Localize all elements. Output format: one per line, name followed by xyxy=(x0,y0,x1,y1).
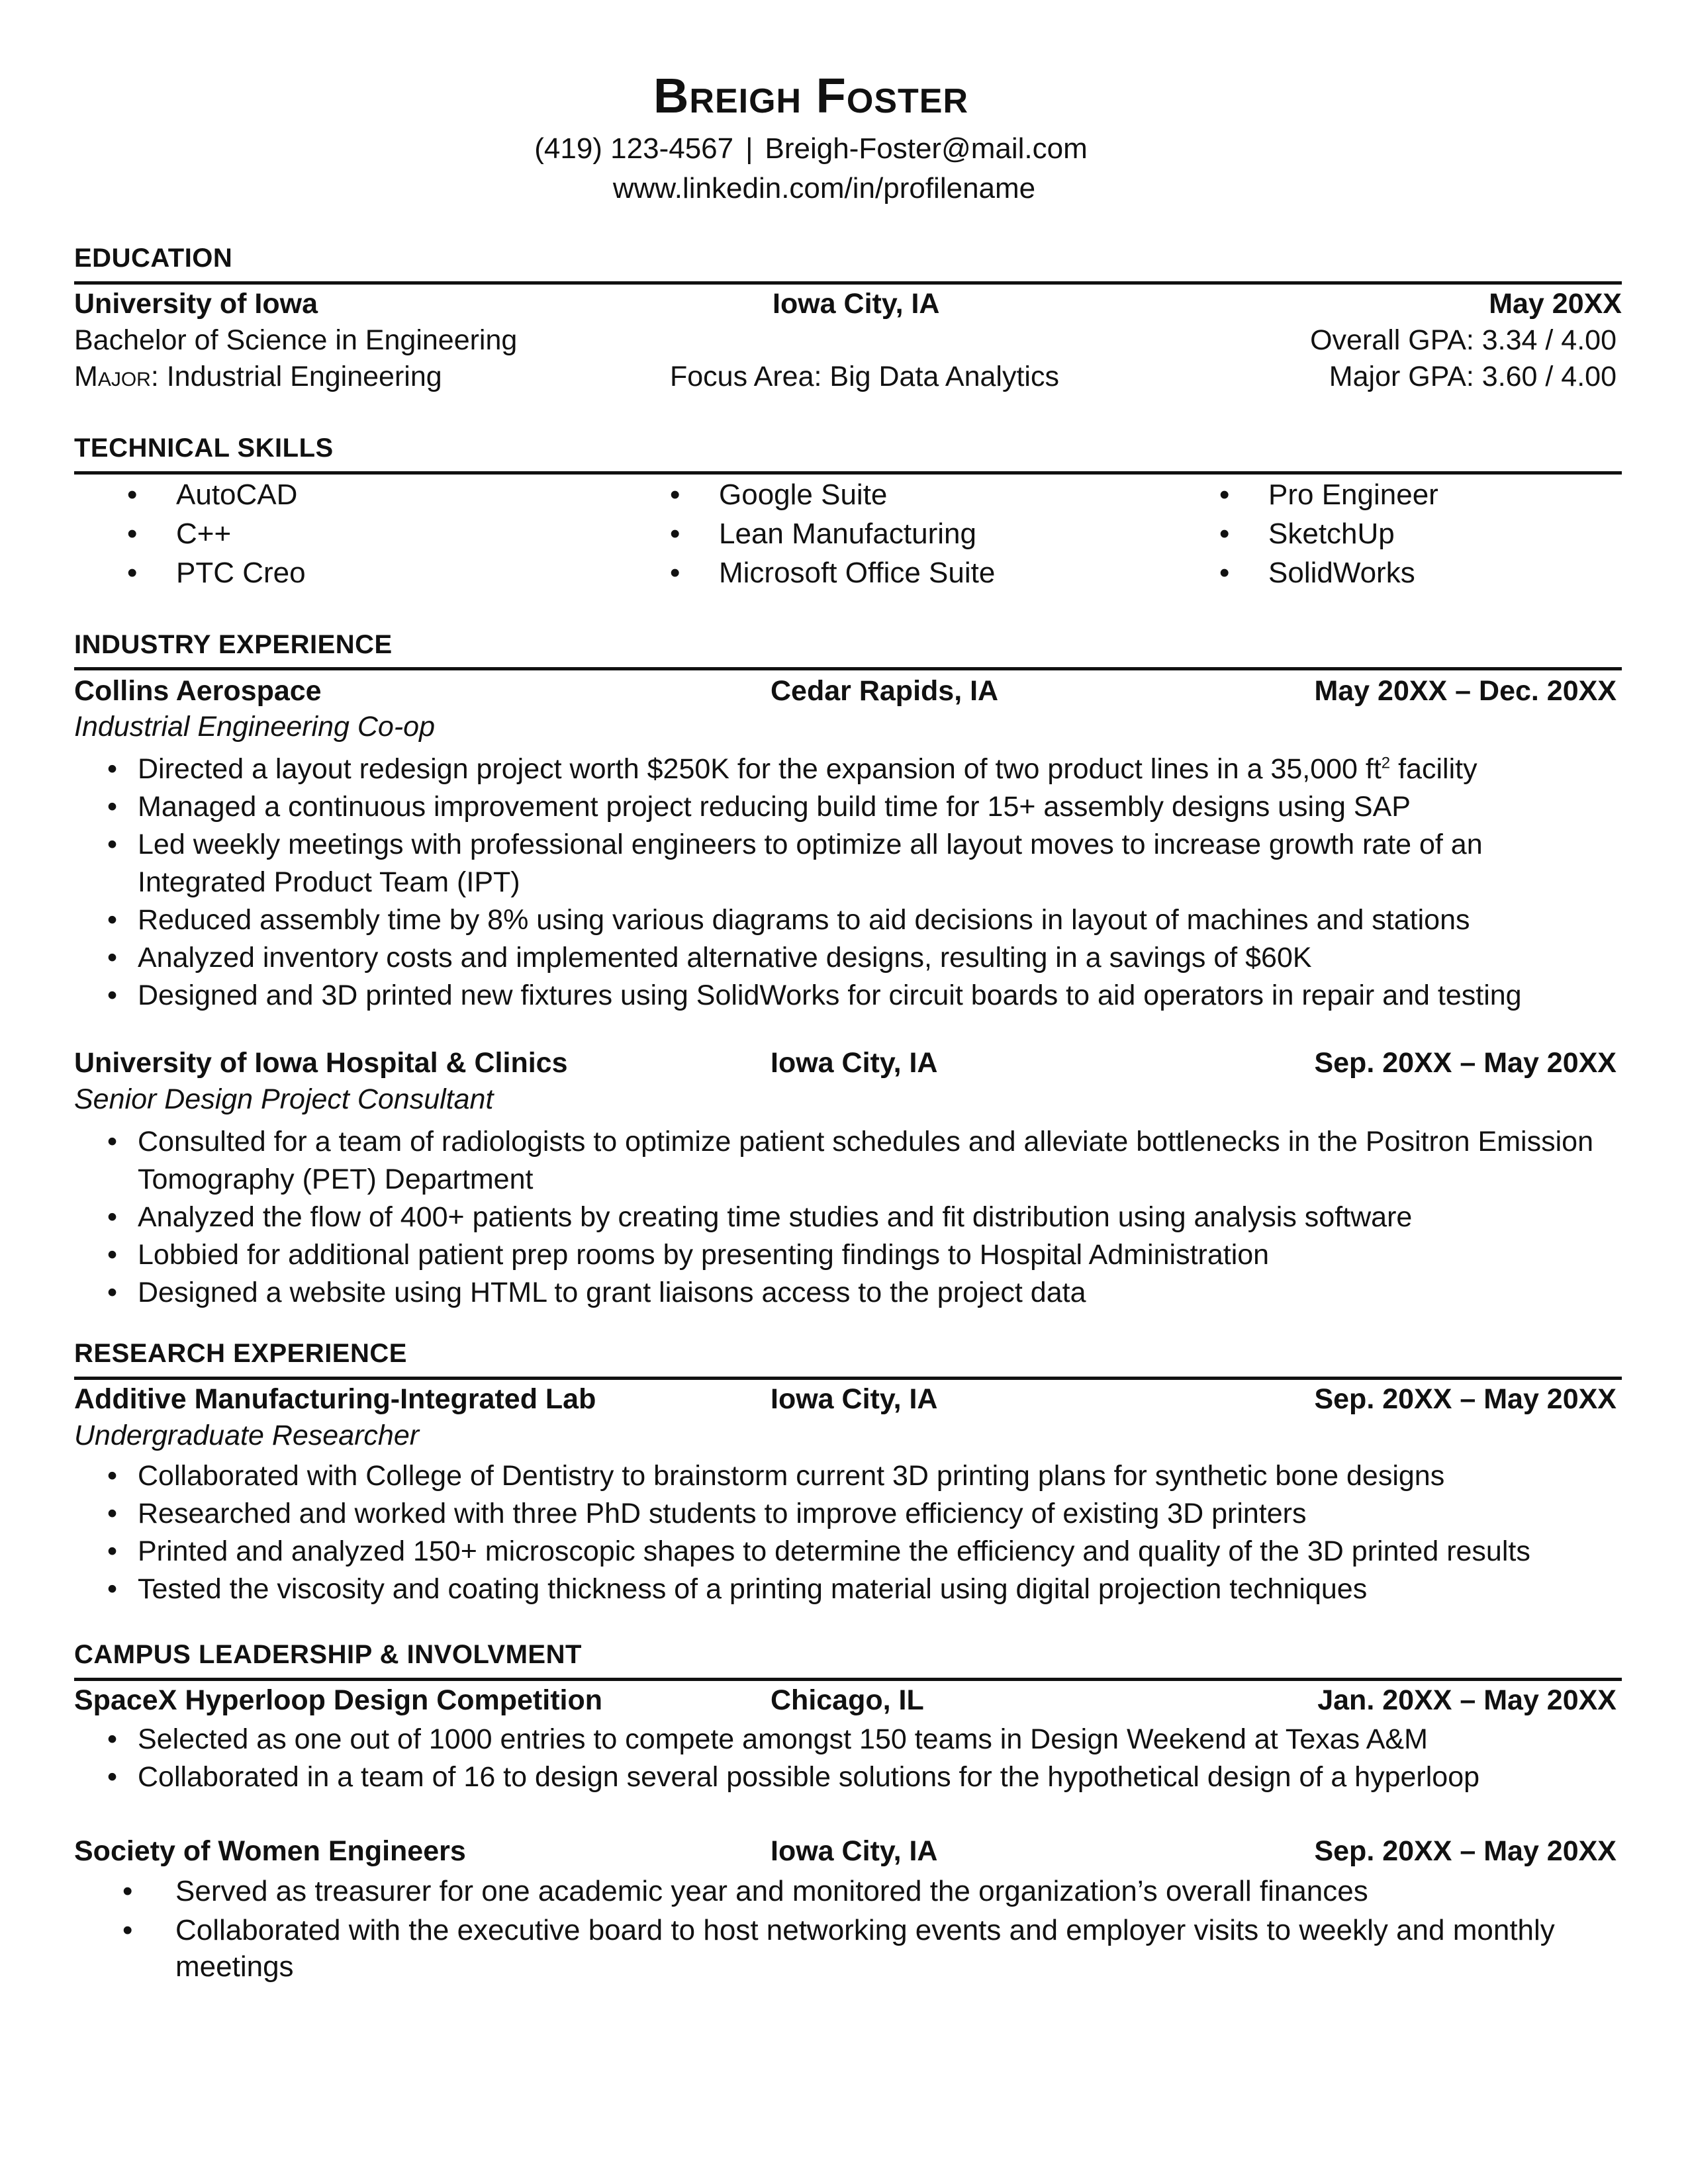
list-item: • Collaborated with the executive board to host networking events and employer visits to weekly and monthly meetings xyxy=(122,1912,1599,1985)
job-date: Sep. 20XX – May 20XX xyxy=(1314,1047,1617,1079)
research-date: Sep. 20XX – May 20XX xyxy=(1314,1383,1617,1415)
job-location: Iowa City, IA xyxy=(771,1047,938,1079)
list-item: • Analyzed inventory costs and implemented alternative designs, resulting in a savings of $60K xyxy=(106,939,1609,977)
candidate-name: Breigh Foster xyxy=(653,68,969,123)
industry-rule xyxy=(74,667,1622,670)
research-rule xyxy=(74,1377,1622,1380)
leadership-location: Chicago, IL xyxy=(771,1684,924,1716)
leadership-bullets xyxy=(106,1721,1609,1796)
leadership-date: Sep. 20XX – May 20XX xyxy=(1314,1835,1617,1867)
education-heading: EDUCATION xyxy=(74,244,233,273)
leadership-org: SpaceX Hyperloop Design Competition xyxy=(74,1684,602,1716)
list-item: • Analyzed the flow of 400+ patients by creating time studies and fit distribution using analysis software xyxy=(106,1199,1609,1236)
list-item: • Printed and analyzed 150+ microscopic shapes to determine the efficiency and quality of the 3D printed results xyxy=(106,1533,1609,1570)
skill-item: • AutoCAD xyxy=(127,478,298,511)
research-bullets xyxy=(106,1457,1609,1608)
leadership-heading: CAMPUS LEADERSHIP & INVOLVMENT xyxy=(74,1640,582,1669)
list-item: • Led weekly meetings with professional engineers to optimize all layout moves to increase growth rate of an Integrated Product Team (IPT) xyxy=(106,826,1609,901)
leadership-rule xyxy=(74,1678,1622,1681)
research-org: Additive Manufacturing-Integrated Lab xyxy=(74,1383,596,1415)
skills-column-3 xyxy=(1219,475,1438,592)
list-item: • Served as treasurer for one academic year and monitored the organization’s overall finances xyxy=(122,1873,1599,1909)
job-role: Industrial Engineering Co-op xyxy=(74,711,435,743)
major-gpa: Major GPA: 3.60 / 4.00 xyxy=(1329,361,1617,392)
job-bullets xyxy=(106,751,1609,1015)
skill-item: • C++ xyxy=(127,518,232,550)
list-item: • Reduced assembly time by 8% using various diagrams to aid decisions in layout of machines and stations xyxy=(106,901,1609,939)
list-item: • Collaborated in a team of 16 to design several possible solutions for the hypothetical design of a hyperloop xyxy=(106,1758,1609,1796)
job-role: Senior Design Project Consultant xyxy=(74,1083,494,1115)
education-school-row xyxy=(74,288,1622,325)
leadership-header-row xyxy=(74,1835,1617,1872)
skills-column-2 xyxy=(670,475,995,592)
list-item: • Designed and 3D printed new fixtures using SolidWorks for circuit boards to aid operators in repair and testing xyxy=(106,977,1609,1015)
list-item: • Managed a continuous improvement project reducing build time for 15+ assembly designs using SAP xyxy=(106,788,1609,826)
list-item: • Tested the viscosity and coating thickness of a printing material using digital projection techniques xyxy=(106,1570,1609,1608)
research-location: Iowa City, IA xyxy=(771,1383,938,1415)
research-role: Undergraduate Researcher xyxy=(74,1420,420,1451)
job-bullets xyxy=(106,1123,1609,1312)
major xyxy=(74,361,442,393)
list-item: • Directed a layout redesign project worth $250K for the expansion of two product lines in a 35,000 $ft^2$ facility xyxy=(106,751,1609,788)
research-header-row xyxy=(74,1383,1617,1420)
contact-line xyxy=(0,129,1622,169)
skills-rule xyxy=(74,471,1622,475)
list-item: • Consulted for a team of radiologists to optimize patient schedules and alleviate bottlenecks in the Positron Emission Tomography (PET) Department xyxy=(106,1123,1609,1199)
overall-gpa: Overall GPA: 3.34 / 4.00 xyxy=(1310,324,1617,356)
degree: Bachelor of Science in Engineering xyxy=(74,324,518,356)
education-degree-row xyxy=(74,324,1617,361)
leadership-header-row xyxy=(74,1684,1617,1721)
job-header-row xyxy=(74,675,1617,712)
leadership-org: Society of Women Engineers xyxy=(74,1835,466,1867)
skills-heading: TECHNICAL SKILLS xyxy=(74,433,334,463)
list-item: • Researched and worked with three PhD students to improve efficiency of existing 3D printers xyxy=(106,1495,1609,1533)
skill-item: • SketchUp xyxy=(1219,518,1395,550)
list-item: • Designed a website using HTML to grant liaisons access to the project data xyxy=(106,1274,1609,1312)
graduation-date: May 20XX xyxy=(1489,288,1622,320)
focus-area: Focus Area: Big Data Analytics xyxy=(670,361,1059,392)
industry-heading: INDUSTRY EXPERIENCE xyxy=(74,630,393,659)
resume-header xyxy=(0,63,1622,208)
skill-item: • Microsoft Office Suite xyxy=(670,557,996,589)
contact-separator: | xyxy=(745,132,753,165)
major-value: : Industrial Engineering xyxy=(150,361,442,392)
job-header-row xyxy=(74,1047,1617,1084)
list-item: • Lobbied for additional patient prep rooms by presenting findings to Hospital Administration xyxy=(106,1236,1609,1274)
list-item: • Selected as one out of 1000 entries to compete amongst 150 teams in Design Weekend at Texas A&M xyxy=(106,1721,1609,1758)
job-date: May 20XX – Dec. 20XX xyxy=(1314,675,1617,707)
school-name: University of Iowa xyxy=(74,288,318,320)
job-location: Cedar Rapids, IA xyxy=(771,675,999,707)
leadership-bullets xyxy=(122,1873,1599,1987)
research-heading: RESEARCH EXPERIENCE xyxy=(74,1339,407,1368)
leadership-date: Jan. 20XX – May 20XX xyxy=(1317,1684,1617,1716)
email-address[interactable]: Breigh-Foster@mail.com xyxy=(765,132,1088,165)
list-item: • Collaborated with College of Dentistry to brainstorm current 3D printing plans for synthetic bone designs xyxy=(106,1457,1609,1495)
leadership-location: Iowa City, IA xyxy=(771,1835,938,1867)
education-rule xyxy=(74,281,1622,285)
school-location: Iowa City, IA xyxy=(773,288,940,320)
job-org: University of Iowa Hospital & Clinics xyxy=(74,1047,568,1079)
skill-item: • SolidWorks xyxy=(1219,557,1415,589)
skill-item: • Lean Manufacturing xyxy=(670,518,976,550)
education-major-row xyxy=(74,361,1617,398)
skill-item: • Pro Engineer xyxy=(1219,478,1438,511)
skill-item: • Google Suite xyxy=(670,478,888,511)
skill-item: • PTC Creo xyxy=(127,557,306,589)
linkedin-url[interactable]: www.linkedin.com/in/profilename xyxy=(612,172,1036,205)
phone-number: (419) 123-4567 xyxy=(534,132,734,165)
major-label: Major xyxy=(74,361,151,392)
skills-column-1 xyxy=(127,475,306,592)
job-org: Collins Aerospace xyxy=(74,675,322,707)
